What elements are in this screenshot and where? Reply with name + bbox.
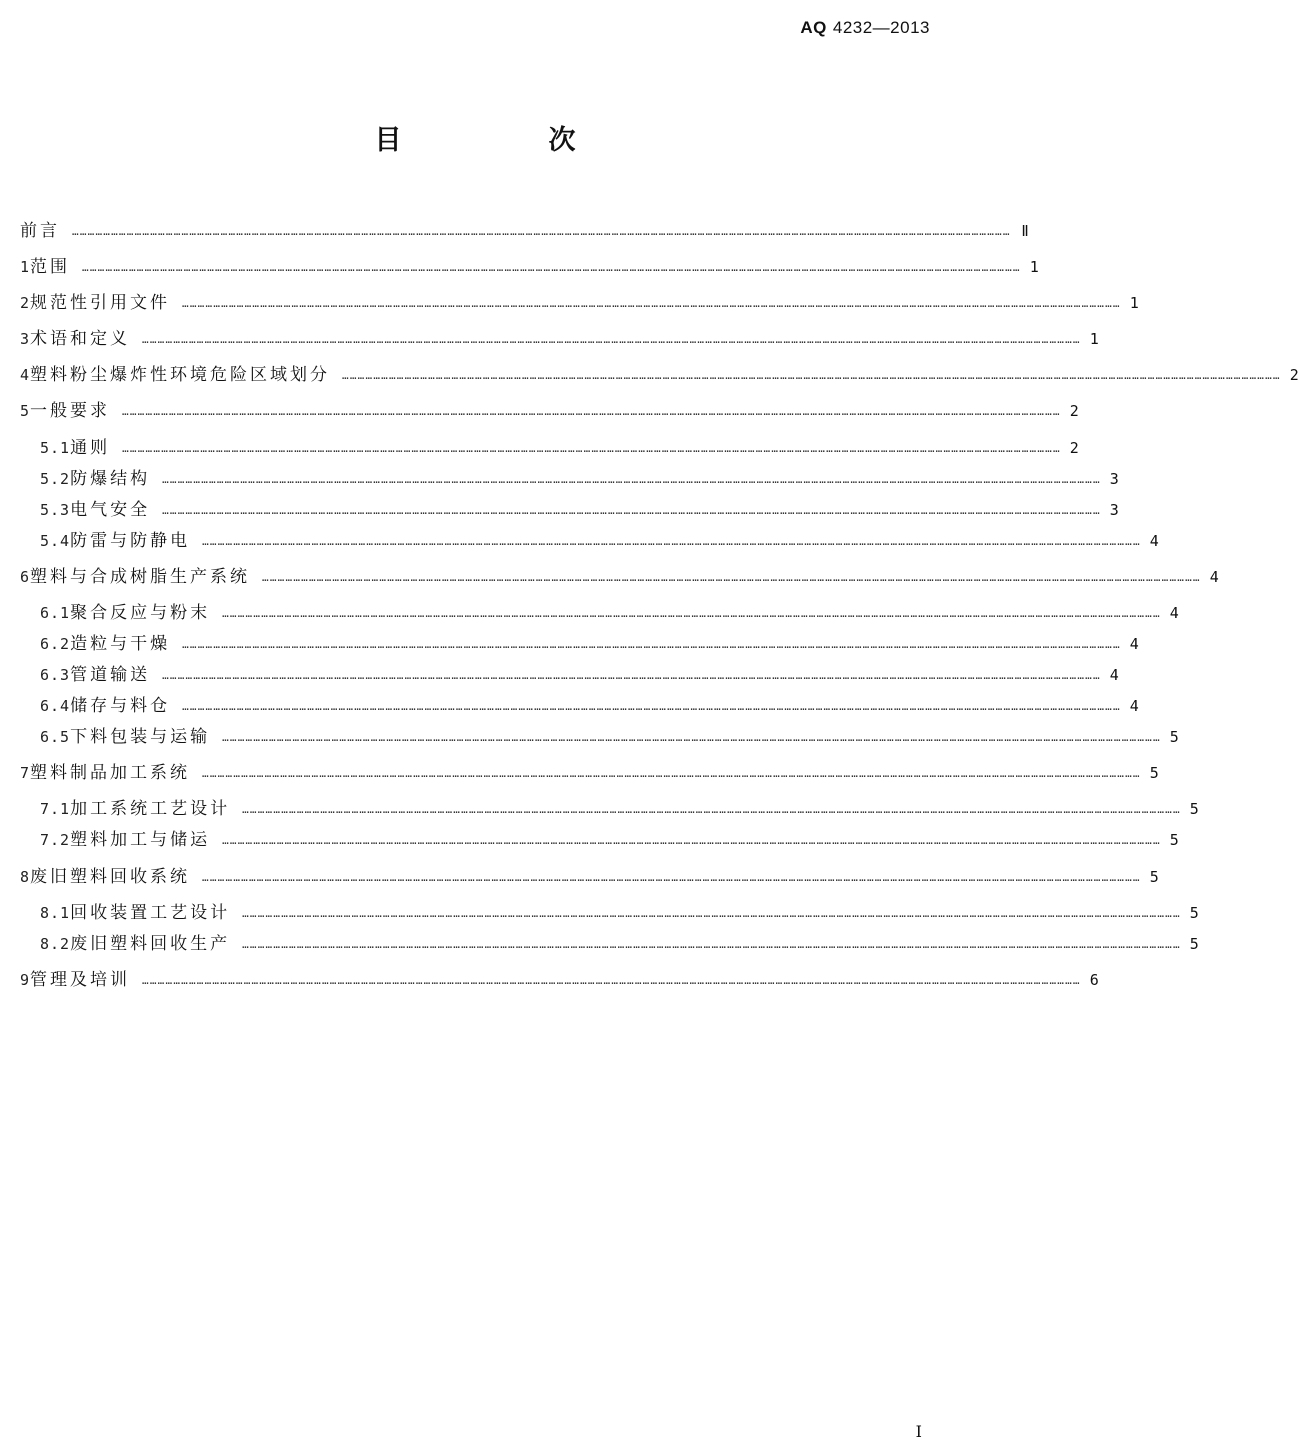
toc-entry[interactable] bbox=[40, 436, 1079, 460]
toc-entry-number: 3 bbox=[20, 330, 31, 348]
toc-entry-page: 1 bbox=[1129, 294, 1139, 312]
toc-entry-number: 1 bbox=[20, 258, 31, 276]
dot-leader: ……………………………………………………………………………………………………………………………………………………………………………………………………………………………………………………………………………………………………………………………… bbox=[82, 261, 1021, 274]
dot-leader: ……………………………………………………………………………………………………………………………………………………………………………………………………………………………………………………………………………………………………………………………… bbox=[162, 669, 1101, 682]
toc-entry-page: 4 bbox=[1109, 666, 1119, 684]
standard-code bbox=[800, 18, 930, 38]
dot-leader: ……………………………………………………………………………………………………………………………………………………………………………………………………………………………………………………………………………………………………………………………… bbox=[182, 297, 1121, 310]
toc-entry-title: 加工系统工艺设计 bbox=[70, 799, 231, 819]
toc-entry[interactable] bbox=[40, 601, 1179, 625]
dot-leader: ……………………………………………………………………………………………………………………………………………………………………………………………………………………………………………………………………………………………………………………………… bbox=[242, 907, 1181, 920]
toc-entry-title: 废旧塑料回收生产 bbox=[70, 934, 231, 954]
toc-entry-page: 5 bbox=[1149, 764, 1159, 782]
toc-entry[interactable] bbox=[20, 399, 1079, 423]
toc-entry-page: 2 bbox=[1069, 402, 1079, 420]
toc-entry-title: 规范性引用文件 bbox=[30, 293, 171, 313]
toc-entry[interactable] bbox=[40, 828, 1179, 852]
standard-code-number: 4232—2013 bbox=[832, 18, 930, 37]
toc-entry-title: 塑料加工与储运 bbox=[70, 830, 211, 850]
toc-entry-number: 6.2 bbox=[40, 635, 71, 653]
toc-entry-number: 6 bbox=[20, 568, 31, 586]
toc-entry-number: 7.2 bbox=[40, 831, 71, 849]
toc-entry-page: 5 bbox=[1189, 935, 1199, 953]
toc-entry-number: 7 bbox=[20, 764, 31, 782]
toc-entry-title: 储存与料仓 bbox=[70, 696, 171, 716]
dot-leader: ……………………………………………………………………………………………………………………………………………………………………………………………………………………………………………………………………………………………………………………………… bbox=[122, 405, 1061, 418]
toc-entry[interactable] bbox=[20, 968, 1099, 992]
toc-entry[interactable] bbox=[40, 663, 1119, 687]
toc-entry[interactable] bbox=[40, 725, 1179, 749]
toc-entry-title: 防爆结构 bbox=[70, 469, 151, 489]
toc-entry-number: 6.5 bbox=[40, 728, 71, 746]
toc-entry-title: 前言 bbox=[20, 221, 60, 241]
toc-entry-title: 管理及培训 bbox=[30, 970, 131, 990]
toc-entry-page: 1 bbox=[1089, 330, 1099, 348]
toc-title: 目 次 bbox=[374, 125, 636, 156]
toc-entry-number: 5 bbox=[20, 402, 31, 420]
toc-entry-page: 4 bbox=[1129, 635, 1139, 653]
standard-code-prefix: AQ bbox=[800, 18, 827, 37]
toc-entry-title: 造粒与干燥 bbox=[70, 634, 171, 654]
toc-entry-page: 5 bbox=[1169, 831, 1179, 849]
toc-entry-number: 4 bbox=[20, 366, 31, 384]
toc-entry-number: 5.3 bbox=[40, 501, 71, 519]
dot-leader: ……………………………………………………………………………………………………………………………………………………………………………………………………………………………………………………………………………………………………………………………… bbox=[142, 333, 1081, 346]
toc-entry-title: 范围 bbox=[30, 257, 71, 277]
toc-entry-number: 2 bbox=[20, 294, 31, 312]
toc-entry-page: 6 bbox=[1089, 971, 1099, 989]
dot-leader: ……………………………………………………………………………………………………………………………………………………………………………………………………………………………………………………………………………………………………………………………… bbox=[142, 974, 1081, 987]
toc-entry-number: 9 bbox=[20, 971, 31, 989]
toc-entry[interactable] bbox=[40, 932, 1199, 956]
dot-leader: ……………………………………………………………………………………………………………………………………………………………………………………………………………………………………………………………………………………………………………………………… bbox=[342, 369, 1281, 382]
toc-entry[interactable] bbox=[40, 498, 1119, 522]
toc-entry[interactable] bbox=[20, 219, 1029, 243]
toc-entry-page: 4 bbox=[1169, 604, 1179, 622]
dot-leader: ……………………………………………………………………………………………………………………………………………………………………………………………………………………………………………………………………………………………………………………………… bbox=[72, 225, 1011, 238]
toc-entry-title: 塑料制品加工系统 bbox=[30, 763, 191, 783]
toc-entry-title: 防雷与防静电 bbox=[70, 531, 191, 551]
dot-leader: ……………………………………………………………………………………………………………………………………………………………………………………………………………………………………………………………………………………………………………………………… bbox=[202, 535, 1141, 548]
toc-entry-number: 8.1 bbox=[40, 904, 71, 922]
toc-entry-number: 5.4 bbox=[40, 532, 71, 550]
dot-leader: ……………………………………………………………………………………………………………………………………………………………………………………………………………………………………………………………………………………………………………………………… bbox=[262, 571, 1201, 584]
toc-entry-title: 下料包装与运输 bbox=[70, 727, 211, 747]
dot-leader: ……………………………………………………………………………………………………………………………………………………………………………………………………………………………………………………………………………………………………………………………… bbox=[122, 442, 1061, 455]
dot-leader: ……………………………………………………………………………………………………………………………………………………………………………………………………………………………………………………………………………………………………………………………… bbox=[222, 607, 1161, 620]
toc-entry-page: 4 bbox=[1209, 568, 1219, 586]
toc-entry[interactable] bbox=[20, 865, 1159, 889]
dot-leader: ……………………………………………………………………………………………………………………………………………………………………………………………………………………………………………………………………………………………………………………………… bbox=[202, 767, 1141, 780]
toc-entry[interactable] bbox=[20, 327, 1099, 351]
toc-entry-page: 3 bbox=[1109, 501, 1119, 519]
toc-entry-page: 5 bbox=[1189, 904, 1199, 922]
toc-entry[interactable] bbox=[40, 632, 1139, 656]
toc-entry[interactable] bbox=[40, 797, 1199, 821]
page-number: Ⅰ bbox=[915, 1422, 922, 1441]
toc-entry[interactable] bbox=[20, 291, 1139, 315]
dot-leader: ……………………………………………………………………………………………………………………………………………………………………………………………………………………………………………………………………………………………………………………………… bbox=[162, 473, 1101, 486]
toc-entry-title: 聚合反应与粉末 bbox=[70, 603, 211, 623]
dot-leader: ……………………………………………………………………………………………………………………………………………………………………………………………………………………………………………………………………………………………………………………………… bbox=[222, 731, 1161, 744]
toc-entry-number: 6.1 bbox=[40, 604, 71, 622]
toc-entry-number: 8 bbox=[20, 868, 31, 886]
toc-entry-title: 回收装置工艺设计 bbox=[70, 903, 231, 923]
toc-entry-number: 5.1 bbox=[40, 439, 71, 457]
dot-leader: ……………………………………………………………………………………………………………………………………………………………………………………………………………………………………………………………………………………………………………………………… bbox=[202, 871, 1141, 884]
toc-entry-number: 6.3 bbox=[40, 666, 71, 684]
toc-entry[interactable] bbox=[40, 901, 1199, 925]
toc-entry-title: 塑料与合成树脂生产系统 bbox=[30, 567, 251, 587]
toc-entry-number: 5.2 bbox=[40, 470, 71, 488]
toc-entry-page: 2 bbox=[1289, 366, 1299, 384]
toc-entry-title: 塑料粉尘爆炸性环境危险区域划分 bbox=[30, 365, 331, 385]
toc-entry[interactable] bbox=[20, 761, 1159, 785]
toc-entry-page: Ⅱ bbox=[1021, 222, 1029, 240]
dot-leader: ……………………………………………………………………………………………………………………………………………………………………………………………………………………………………………………………………………………………………………………………… bbox=[242, 803, 1181, 816]
toc-entry[interactable] bbox=[20, 255, 1039, 279]
toc-entry-page: 3 bbox=[1109, 470, 1119, 488]
toc-entry-page: 2 bbox=[1069, 439, 1079, 457]
dot-leader: ……………………………………………………………………………………………………………………………………………………………………………………………………………………………………………………………………………………………………………………………… bbox=[242, 938, 1181, 951]
toc-entry-number: 8.2 bbox=[40, 935, 71, 953]
toc-entry[interactable] bbox=[40, 467, 1119, 491]
dot-leader: ……………………………………………………………………………………………………………………………………………………………………………………………………………………………………………………………………………………………………………………………… bbox=[162, 504, 1101, 517]
toc-entry-title: 废旧塑料回收系统 bbox=[30, 867, 191, 887]
toc-entry-page: 5 bbox=[1169, 728, 1179, 746]
dot-leader: ……………………………………………………………………………………………………………………………………………………………………………………………………………………………………………………………………………………………………………………………… bbox=[222, 834, 1161, 847]
toc-entry-page: 5 bbox=[1149, 868, 1159, 886]
toc-entry-number: 6.4 bbox=[40, 697, 71, 715]
toc-entry-title: 管道输送 bbox=[70, 665, 151, 685]
toc-entry-page: 4 bbox=[1149, 532, 1159, 550]
toc-entry[interactable] bbox=[20, 565, 1219, 589]
dot-leader: ……………………………………………………………………………………………………………………………………………………………………………………………………………………………………………………………………………………………………………………………… bbox=[182, 700, 1121, 713]
toc-entry[interactable] bbox=[40, 694, 1139, 718]
toc-entry-title: 一般要求 bbox=[30, 401, 111, 421]
toc-entry-title: 术语和定义 bbox=[30, 329, 131, 349]
toc-entry-number: 7.1 bbox=[40, 800, 71, 818]
toc-entry-page: 4 bbox=[1129, 697, 1139, 715]
toc-entry[interactable] bbox=[20, 363, 1299, 387]
toc-entry-title: 通则 bbox=[70, 438, 111, 458]
toc-entry-title: 电气安全 bbox=[70, 500, 151, 520]
dot-leader: ……………………………………………………………………………………………………………………………………………………………………………………………………………………………………………………………………………………………………………………………… bbox=[182, 638, 1121, 651]
toc-entry-page: 1 bbox=[1029, 258, 1039, 276]
toc-entry[interactable] bbox=[40, 529, 1159, 553]
toc-entry-page: 5 bbox=[1189, 800, 1199, 818]
